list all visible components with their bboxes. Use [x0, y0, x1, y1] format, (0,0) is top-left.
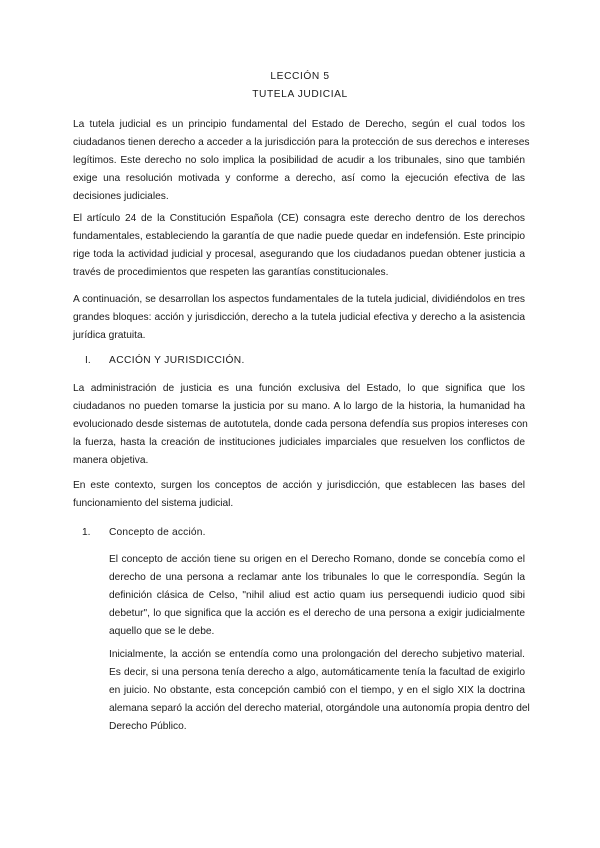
text-line: exige una resolución motivada y conforme a derecho, así como la ejecución efectiva de las: [73, 173, 525, 184]
text-line: Es decir, si una persona tenía derecho a algo, automáticamente tenía la facultad de exigirlo: [109, 667, 525, 678]
subsection-heading: Concepto de acción.: [109, 527, 206, 538]
intro-paragraph-1: [73, 116, 530, 206]
section-paragraph-2: [73, 477, 525, 513]
text-line: fundamentales, estableciendo la garantía de que nadie puede quedar en indefensión. Este principio: [73, 231, 525, 242]
text-line: decisiones judiciales.: [73, 191, 169, 202]
text-line: A continuación, se desarrollan los aspectos fundamentales de la tutela judicial, dividiéndolos en tres: [73, 294, 525, 305]
lesson-title: TUTELA JUDICIAL: [252, 89, 348, 100]
intro-paragraph-3: [73, 291, 525, 345]
subsection-numeral: 1.: [82, 527, 91, 538]
text-line: alemana separó la acción del derecho material, otorgándole una autonomía propia dentro del: [109, 703, 530, 714]
text-line: jurídica gratuita.: [73, 330, 146, 341]
subsection-paragraph-2: [109, 646, 530, 736]
text-line: manera objetiva.: [73, 455, 149, 466]
text-line: la fuerza, hasta la creación de instituciones judiciales imparciales que resuelven los conflictos de: [73, 437, 525, 448]
text-line: ciudadanos tienen derecho a acceder a la jurisdicción para la protección de sus derechos e intereses: [73, 137, 530, 148]
text-line: ciudadanos no pueden tomarse la justicia por su mano. A lo largo de la historia, la humanidad ha: [73, 401, 525, 412]
text-line: El artículo 24 de la Constitución Española (CE) consagra este derecho dentro de los derechos: [73, 213, 525, 224]
subsection-paragraph-1: [109, 551, 525, 641]
section-heading: ACCIÓN Y JURISDICCIÓN.: [109, 355, 245, 366]
text-line: funcionamiento del sistema judicial.: [73, 498, 234, 509]
text-line: En este contexto, surgen los conceptos de acción y jurisdicción, que establecen las bases del: [73, 480, 525, 491]
text-line: La tutela judicial es un principio fundamental del Estado de Derecho, según el cual todos los: [73, 119, 525, 130]
text-line: rige toda la actividad judicial y procesal, asegurando que los ciudadanos puedan obtener justicia a: [73, 249, 525, 260]
section-numeral: I.: [85, 355, 91, 366]
text-line: derecho de una persona a reclamar ante los tribunales lo que le correspondía. Según la: [109, 572, 525, 583]
lesson-number: LECCIÓN 5: [270, 71, 330, 82]
text-line: legítimos. Este derecho no solo implica la posibilidad de acudir a los tribunales, sino que también: [73, 155, 525, 166]
text-line: aquello que se le debe.: [109, 626, 215, 637]
text-line: grandes bloques: acción y jurisdicción, derecho a la tutela judicial efectiva y derecho a la asistencia: [73, 312, 525, 323]
text-line: debetur", lo que significa que la acción es el derecho de una persona a exigir judicialmente: [109, 608, 525, 619]
text-line: definición clásica de Celso, "nihil aliud est actio quam ius persequendi iudicio quod sibi: [109, 590, 525, 601]
text-line: Inicialmente, la acción se entendía como una prolongación del derecho subjetivo material.: [109, 649, 525, 660]
text-line: evolucionado desde sistemas de autotutela, donde cada persona defendía sus propios intereses con: [73, 419, 528, 430]
text-line: El concepto de acción tiene su origen en el Derecho Romano, donde se concebía como el: [109, 554, 525, 565]
text-line: través de procedimientos que respeten las garantías constitucionales.: [73, 267, 389, 278]
text-line: La administración de justicia es una función exclusiva del Estado, lo que significa que los: [73, 383, 525, 394]
text-line: en juicio. No obstante, esta concepción cambió con el tiempo, y en el siglo XIX la doctrina: [109, 685, 525, 696]
text-line: Derecho Público.: [109, 721, 187, 732]
section-paragraph-1: [73, 380, 528, 470]
intro-paragraph-2: [73, 210, 525, 282]
